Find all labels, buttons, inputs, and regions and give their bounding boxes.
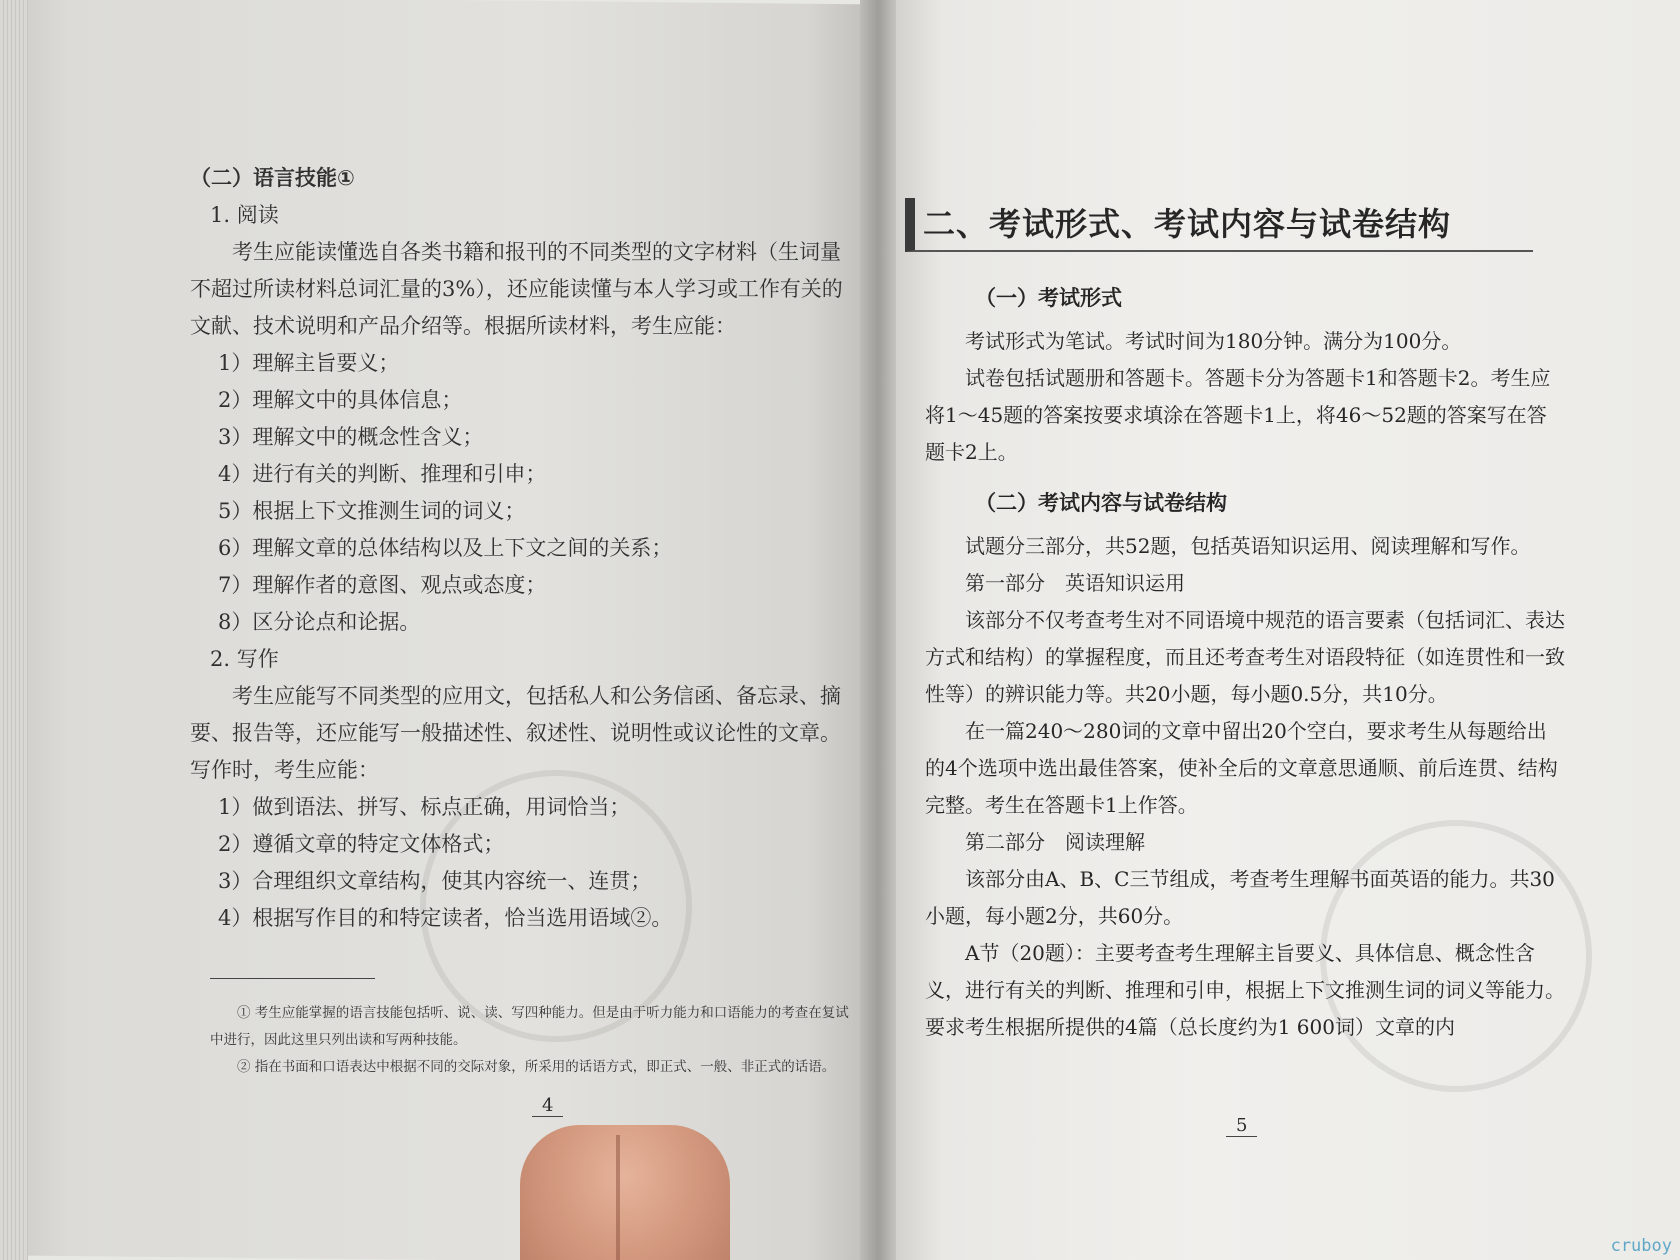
part2-paragraph: 该部分由A、B、C三节组成，考查考生理解书面英语的能力。共30小题，每小题2分，共60分。 xyxy=(925,867,1555,928)
footnotes xyxy=(210,1000,850,1081)
reading-item: 3）理解文中的概念性含义； xyxy=(218,425,484,449)
footnote: ② 指在书面和口语表达中根据不同的交际对象，所采用的话语方式，即正式、一般、非正式的话语。 xyxy=(237,1059,836,1075)
content-heading: （二）考试内容与试卷结构 xyxy=(975,491,1227,515)
left-page-content xyxy=(190,160,850,937)
writing-item: 4）根据写作目的和特定读者，恰当选用语域②。 xyxy=(218,906,673,930)
writing-intro: 考生应能写不同类型的应用文，包括私人和公务信函、备忘录、摘要、报告等，还应能写一般描述性、叙述性、说明性或议论性的文章。写作时，考生应能： xyxy=(190,684,841,782)
writing-item: 1）做到语法、拼写、标点正确，用词恰当； xyxy=(218,795,631,819)
footnote: ① 考生应能掌握的语言技能包括听、说、读、写四种能力。但是由于听力能力和口语能力的考查在复试中进行，因此这里只列出读和写两种技能。 xyxy=(210,1005,849,1048)
page-number-left: 4 xyxy=(532,1095,563,1117)
right-page-content xyxy=(925,180,1565,1046)
writing-item: 3）合理组织文章结构，使其内容统一、连贯； xyxy=(218,869,652,893)
reading-item: 7）理解作者的意图、观点或态度； xyxy=(218,573,547,597)
form-heading: （一）考试形式 xyxy=(975,286,1122,310)
footnote-divider xyxy=(210,978,375,979)
reading-item: 5）根据上下文推测生词的词义； xyxy=(218,499,526,523)
page-number-right: 5 xyxy=(1226,1115,1257,1137)
part1-paragraph: 在一篇240～280词的文章中留出20个空白，要求考生从每题给出的4个选项中选出最佳答案，使补全后的文章意思通顺、前后连贯、结构完整。考生在答题卡1上作答。 xyxy=(925,719,1558,817)
writing-heading: 2. 写作 xyxy=(210,647,279,671)
part2-heading: 第二部分 阅读理解 xyxy=(965,830,1145,854)
writing-item: 2）遵循文章的特定文体格式； xyxy=(218,832,505,856)
reading-intro: 考生应能读懂选自各类书籍和报刊的不同类型的文字材料（生词量不超过所读材料总词汇量的3%），还应能读懂与本人学习或工作有关的文献、技术说明和产品介绍等。根据所读材料，考生应能： xyxy=(190,240,843,338)
reading-item: 8）区分论点和论据。 xyxy=(218,610,421,634)
reading-item: 6）理解文章的总体结构以及上下文之间的关系； xyxy=(218,536,673,560)
form-paragraph: 考试形式为笔试。考试时间为180分钟。满分为100分。 xyxy=(965,329,1462,353)
part1-paragraph: 该部分不仅考查考生对不同语境中规范的语言要素（包括词汇、表达方式和结构）的掌握程度，而且还考查考生对语段特征（如连贯性和一致性等）的辨识能力等。共20小题，每小题0.5分，共10分。 xyxy=(925,608,1565,706)
reading-heading: 1. 阅读 xyxy=(210,203,279,227)
content-paragraph: 试题分三部分，共52题，包括英语知识运用、阅读理解和写作。 xyxy=(965,534,1531,558)
page-stack-edge xyxy=(0,0,28,1260)
book-gutter xyxy=(860,0,896,1260)
chapter-heading: 二、考试形式、考试内容与试卷结构 xyxy=(905,198,1533,252)
watermark: cruboy xyxy=(1610,1236,1672,1256)
reading-item: 1）理解主旨要义； xyxy=(218,351,400,375)
reading-item: 2）理解文中的具体信息； xyxy=(218,388,463,412)
part2-paragraph: A节（20题）：主要考查考生理解主旨要义、具体信息、概念性含义，进行有关的判断、推理和引申，根据上下文推测生词的词义等能力。要求考生根据所提供的4篇（总长度约为1 600词）文章的内 xyxy=(925,941,1565,1039)
holding-fingers xyxy=(520,1125,730,1260)
reading-item: 4）进行有关的判断、推理和引申； xyxy=(218,462,547,486)
part1-heading: 第一部分 英语知识运用 xyxy=(965,571,1185,595)
section-heading: （二）语言技能① xyxy=(190,166,355,190)
form-paragraph: 试卷包括试题册和答题卡。答题卡分为答题卡1和答题卡2。考生应将1～45题的答案按要求填涂在答题卡1上，将46～52题的答案写在答题卡2上。 xyxy=(925,366,1551,464)
